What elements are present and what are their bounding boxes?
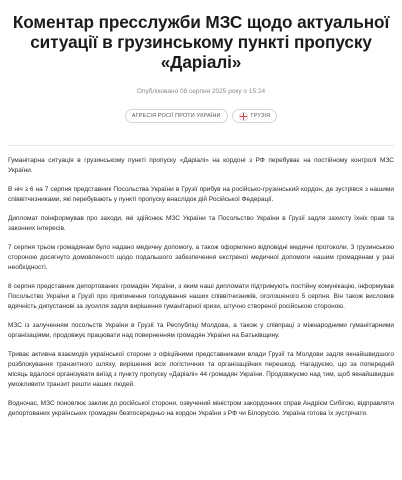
- tag-label: ГРУЗІЯ: [250, 113, 271, 119]
- tag-russian-aggression[interactable]: [125, 109, 228, 123]
- tag-georgia[interactable]: [232, 109, 278, 123]
- divider: [8, 145, 394, 146]
- paragraph: Водночас, МЗС поновлює заклик до російської сторони, озвучений міністром закордонних справ Андрієм Сибігою, відправляти депортованих українських громадян безпосередньо на кордон України з РФ чи Білоруссю. Україна готова їх зустрічати.: [8, 400, 394, 417]
- paragraph: В ніч з 6 на 7 серпня представник Посольства України в Грузії прибув на російсько-грузинський кордон, де зустрівся з нашими співвітчизниками, які перебувають у пункті пропуску внаслідок дій Російської Федерації.: [8, 186, 394, 203]
- paragraph: МЗС із залученням посольств України в Грузії та Республіці Молдова, а також у співпраці з міжнародними гуманітарними організаціями, продовжує працювати над поверненням громадян України на Батьківщину.: [8, 322, 394, 339]
- article-title: Коментар пресслужби МЗС щодо актуальної ситуації в грузинському пункті пропуску «Даріалі»: [12, 12, 390, 72]
- paragraph: Триває активна взаємодія української сторони з офіційними представниками влади Грузії та Молдови задля якнайшвидшого розблокування транзитного шляху, вирішення всіх логістичних та організаційних перешкод. Нагадуємо, що за попередній місяць вдалося організувати виїзд з пункту пропуску «Даріалі» 44 громадян України. Продовжуємо над тим, щоб якнайшвидше уможливити транзит решти наших людей.: [8, 351, 394, 388]
- paragraph: 7 серпня трьом громадянам було надано медичну допомогу, а також оформлено відповідні медичні протоколи. З грузинською стороною досягнуто домовленості щодо подальшого забезпечення екстреної медичної допомоги нашим громадянам у разі необхідності.: [8, 244, 394, 271]
- tag-list: [0, 109, 402, 123]
- georgia-flag-icon: [239, 112, 248, 121]
- published-date: Опубліковано 08 серпня 2025 року о 15:24: [136, 88, 266, 95]
- article-body: [0, 156, 402, 419]
- tag-label: АГРЕСІЯ РОСІЇ ПРОТИ УКРАЇНИ: [131, 113, 221, 119]
- paragraph: 8 серпня представник депортованих громадян України, з яким наші дипломати підтримують постійну комунікацію, інформував Посольство України в Грузії про припинення голодування наших співвітчизників, оголошеного 5 серпня. Він також висловив вдячність дипустанові за зусилля задля вирішення гуманітарної кризи, штучно створеної російською стороною.: [8, 283, 394, 310]
- paragraph: Гуманітарна ситуація в грузинському пункті пропуску «Даріалі» на кордоні з РФ перебуває на постійному контролі МЗС України.: [8, 157, 394, 174]
- paragraph: Дипломат поінформував про заходи, які здійснює МЗС України та Посольство України в Грузії задля захисту їхніх прав та законних інтересів.: [8, 215, 394, 232]
